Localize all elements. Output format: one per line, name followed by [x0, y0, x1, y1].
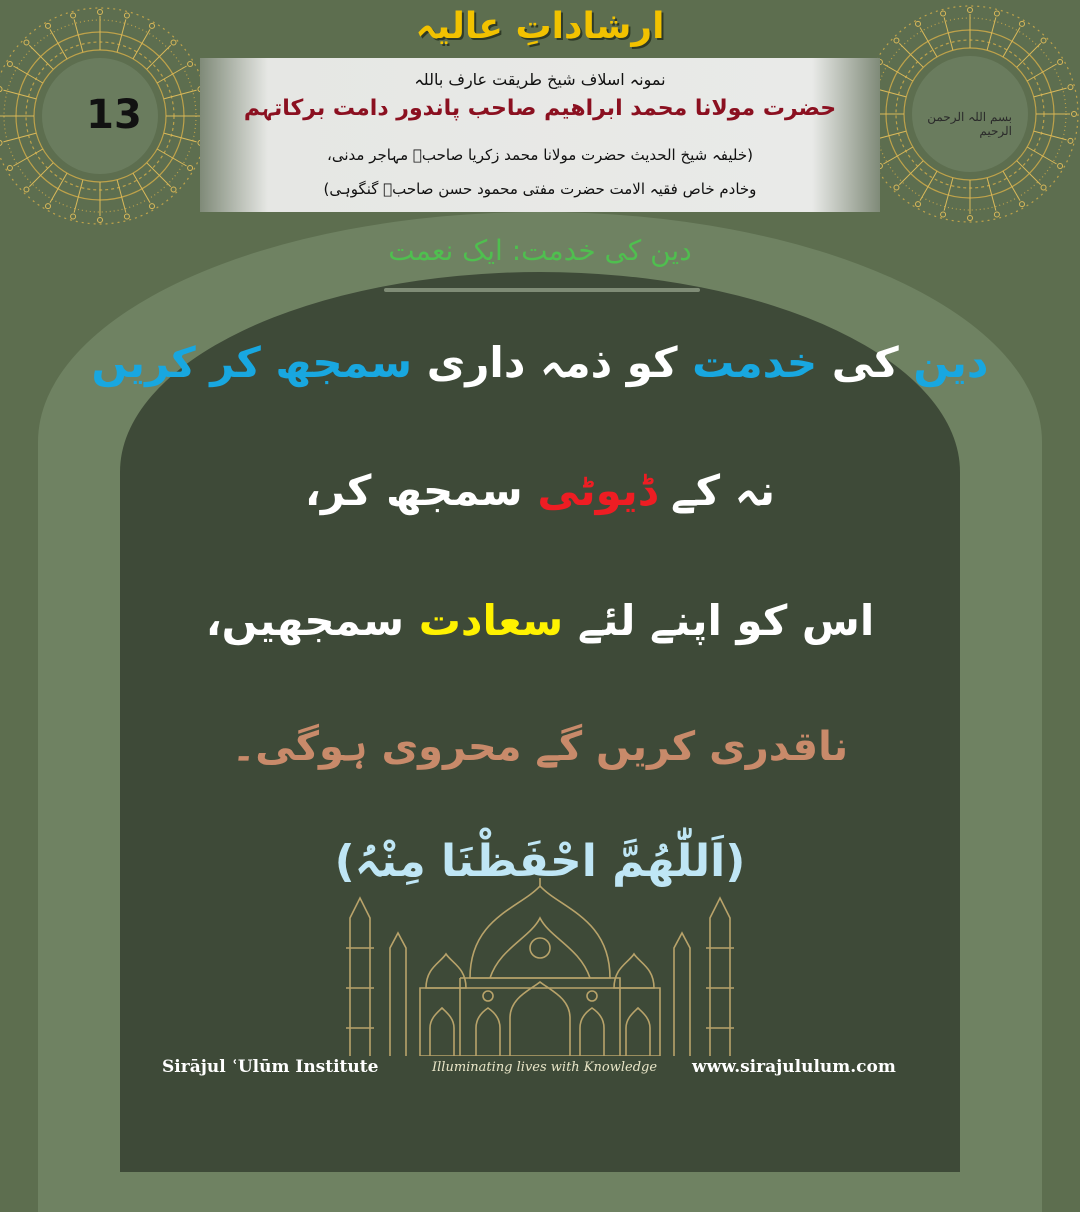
mandala-dot [0, 140, 2, 145]
scholar-credential-1: (خلیفہ شیخ الحدیث حضرت مولانا محمد زکریا صاحبؒ مہاجر مدنی، [327, 146, 753, 164]
scholar-epithet: نمونہ اسلاف شیخ طریقت عارف باللہ [414, 70, 666, 89]
mandala-dot [1058, 60, 1063, 65]
scholar-name: حضرت مولانا محمد ابراھیم صاحب پاندور دامت برکاتہم [243, 96, 837, 121]
mandala-dot [1058, 164, 1063, 169]
verse-1-word: کی [817, 338, 914, 387]
institute-name: Sirājul ʿUlūm Institute [162, 1057, 379, 1077]
verse-dua: (اَللّٰھُمَّ احْفَظْنَا مِنْہُ) [334, 836, 746, 887]
footer-bar [0, 1052, 1080, 1081]
page-title: ارشاداتِ عالیہ [415, 6, 665, 47]
mandala-dot [994, 212, 999, 217]
mandala-dot [1068, 138, 1073, 143]
institute-tagline: Illuminating lives with Knowledge [432, 1060, 658, 1075]
mandala-dot [150, 204, 155, 209]
mandala-dot [7, 166, 12, 171]
mandala-dot [941, 212, 946, 217]
topic-divider [384, 288, 700, 292]
mandala-dot [188, 166, 193, 171]
verse-3-word: سمجھیں، [205, 596, 419, 645]
mandala-dot [46, 204, 51, 209]
mandala-dot [71, 214, 76, 219]
scholar-credential-2: وخادم خاص فقیہ الامت حضرت مفتی محمود حسن صاحبؒ گنگوہی) [323, 180, 757, 198]
verse-2-word: نہ کے [656, 466, 776, 515]
mandala-dot [1020, 202, 1025, 207]
mandala-dot [124, 214, 129, 219]
verse-line-4: ناقدری کریں گے محروی ہوگی۔ [231, 724, 849, 770]
verse-line-1 [0, 338, 1080, 387]
verse-3-word: سعادت [418, 596, 564, 645]
post-number-badge: 13 [86, 92, 142, 138]
mandala-dot [968, 216, 973, 221]
verse-2-word: ڈیوٹی [537, 466, 657, 515]
mandala-dot [98, 218, 103, 223]
mandala-dot [188, 62, 193, 67]
topic-heading: دین کی خدمت: ایک نعمت [388, 234, 692, 267]
verse-line-2 [0, 466, 1080, 515]
calligraphy-emblem: بسم اللہ الرحمن الرحیم [927, 110, 1012, 138]
mosque-illustration-icon [330, 878, 750, 1056]
mandala-dot [916, 202, 921, 207]
verse-line-3 [0, 596, 1080, 645]
verse-1-word: خدمت [692, 338, 818, 387]
verse-1-word: کو ذمہ داری [412, 338, 693, 387]
verse-1-word: سمجھ کر کریں [91, 338, 413, 387]
verse-2-word: سمجھ کر، [304, 466, 538, 515]
website-link[interactable]: www.sirajululum.com [692, 1057, 896, 1077]
mandala-dot [7, 62, 12, 67]
verse-3-word: اس کو اپنے لئے [563, 596, 875, 645]
verse-1-word: دین [913, 338, 989, 387]
